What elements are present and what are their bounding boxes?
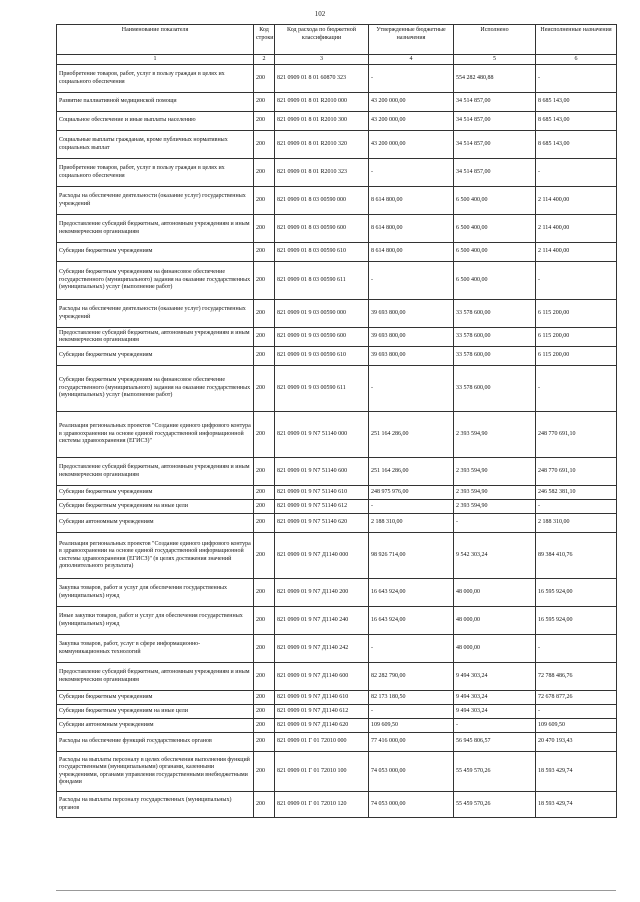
cell-approved: 39 693 800,00 [369, 328, 454, 347]
cell-expense-code: 821 0909 01 9 N7 51140 600 [275, 458, 369, 486]
cell-expense-code: 821 0909 01 9 N7 51140 620 [275, 514, 369, 533]
cell-executed: 6 500 400,00 [454, 262, 536, 300]
cell-line-code: 200 [254, 579, 275, 607]
cell-line-code: 200 [254, 486, 275, 500]
cell-expense-code: 821 0909 01 8 01 R2010 320 [275, 131, 369, 159]
cell-line-code: 200 [254, 93, 275, 112]
cell-indicator-name: Предоставление субсидий бюджетным, автономным учреждениям и иным некоммерческим организациям [57, 215, 254, 243]
cell-line-code: 200 [254, 514, 275, 533]
table-row [57, 262, 617, 300]
cell-unexecuted: 16 595 924,00 [536, 579, 617, 607]
cell-executed: 2 393 594,90 [454, 500, 536, 514]
cell-approved: 43 200 000,00 [369, 131, 454, 159]
cell-approved: 43 200 000,00 [369, 93, 454, 112]
cell-executed: 554 282 480,88 [454, 65, 536, 93]
cell-approved: 82 173 180,50 [369, 691, 454, 705]
header-unexecuted: Неисполненные назначения [536, 25, 617, 55]
cell-line-code: 200 [254, 458, 275, 486]
cell-indicator-name: Субсидии бюджетным учреждениям на иные цели [57, 500, 254, 514]
cell-executed: 33 578 600,00 [454, 300, 536, 328]
cell-line-code: 200 [254, 663, 275, 691]
cell-expense-code: 821 0909 01 8 03 00590 611 [275, 262, 369, 300]
cell-executed: 6 500 400,00 [454, 187, 536, 215]
cell-line-code: 200 [254, 366, 275, 412]
column-number: 3 [275, 55, 369, 65]
cell-executed: 6 500 400,00 [454, 215, 536, 243]
cell-executed: 33 578 600,00 [454, 347, 536, 366]
cell-unexecuted: - [536, 635, 617, 663]
cell-line-code: 200 [254, 159, 275, 187]
cell-approved: 8 614 800,00 [369, 215, 454, 243]
cell-unexecuted: 248 770 691,10 [536, 458, 617, 486]
cell-indicator-name: Расходы на обеспечение деятельности (оказание услуг) государственных учреждений [57, 187, 254, 215]
cell-expense-code: 821 0909 01 8 03 00590 600 [275, 215, 369, 243]
cell-unexecuted: - [536, 159, 617, 187]
cell-approved: - [369, 262, 454, 300]
cell-expense-code: 821 0909 01 8 01 R2010 300 [275, 112, 369, 131]
table-row [57, 243, 617, 262]
cell-executed: 2 393 594,90 [454, 458, 536, 486]
cell-expense-code: 821 0909 01 9 N7 Д1140 612 [275, 705, 369, 719]
table-row [57, 131, 617, 159]
table-row [57, 705, 617, 719]
table-row [57, 635, 617, 663]
cell-executed: 2 393 594,90 [454, 486, 536, 500]
header-indicator-name: Наименование показателя [57, 25, 254, 55]
table-row [57, 752, 617, 792]
cell-executed: 6 500 400,00 [454, 243, 536, 262]
cell-indicator-name: Приобретение товаров, работ, услуг в пользу граждан в целях их социального обеспечения [57, 65, 254, 93]
cell-approved: 74 053 000,00 [369, 792, 454, 818]
table-row [57, 366, 617, 412]
cell-line-code: 200 [254, 187, 275, 215]
page-number: 102 [314, 10, 326, 18]
cell-line-code: 200 [254, 112, 275, 131]
cell-unexecuted: 8 685 143,00 [536, 131, 617, 159]
cell-expense-code: 821 0909 01 9 N7 Д1140 242 [275, 635, 369, 663]
cell-executed: 48 000,00 [454, 607, 536, 635]
table-row [57, 215, 617, 243]
cell-unexecuted: 20 470 193,43 [536, 733, 617, 752]
cell-line-code: 200 [254, 328, 275, 347]
cell-approved: 16 643 924,00 [369, 579, 454, 607]
cell-approved: 82 282 790,00 [369, 663, 454, 691]
cell-unexecuted: 8 685 143,00 [536, 112, 617, 131]
cell-indicator-name: Субсидии бюджетным учреждениям [57, 347, 254, 366]
table-row [57, 300, 617, 328]
cell-indicator-name: Субсидии бюджетным учреждениям [57, 243, 254, 262]
cell-indicator-name: Приобретение товаров, работ, услуг в пользу граждан в целях их социального обеспечения [57, 159, 254, 187]
cell-approved: 16 643 924,00 [369, 607, 454, 635]
cell-expense-code: 821 0909 01 8 01 R2010 323 [275, 159, 369, 187]
cell-indicator-name: Предоставление субсидий бюджетным, автономным учреждениям и иным некоммерческим организациям [57, 458, 254, 486]
budget-execution-table [56, 24, 617, 818]
cell-indicator-name: Реализация региональных проектов "Создание единого цифрового контура в здравоохранении на основе единой государственной информационной системы здравоохранения (ЕГИСЗ)" (в целях достижения значений дополнительного результата) [57, 533, 254, 579]
cell-indicator-name: Социальное обеспечение и иные выплаты населению [57, 112, 254, 131]
cell-expense-code: 821 0909 01 9 N7 Д1140 000 [275, 533, 369, 579]
cell-approved: 39 693 800,00 [369, 347, 454, 366]
table-row [57, 65, 617, 93]
cell-expense-code: 821 0909 01 9 N7 Д1140 620 [275, 719, 369, 733]
cell-expense-code: 821 0909 01 9 03 00590 600 [275, 328, 369, 347]
cell-unexecuted: 16 595 924,00 [536, 607, 617, 635]
cell-unexecuted: 8 685 143,00 [536, 93, 617, 112]
table-row [57, 533, 617, 579]
column-number: 1 [57, 55, 254, 65]
cell-indicator-name: Субсидии бюджетным учреждениям на финансовое обеспечение государственного (муниципального) задания на оказание государственных (муниципальных) услуг (выполнение работ) [57, 262, 254, 300]
cell-approved: 8 614 800,00 [369, 243, 454, 262]
cell-approved: 98 926 714,00 [369, 533, 454, 579]
table-row [57, 187, 617, 215]
cell-expense-code: 821 0909 01 8 01 60870 323 [275, 65, 369, 93]
cell-approved: 43 200 000,00 [369, 112, 454, 131]
table-row [57, 412, 617, 458]
cell-executed: 33 578 600,00 [454, 328, 536, 347]
cell-executed: 48 000,00 [454, 579, 536, 607]
cell-indicator-name: Развитие паллиативной медицинской помощи [57, 93, 254, 112]
cell-unexecuted: 2 114 400,00 [536, 215, 617, 243]
cell-line-code: 200 [254, 347, 275, 366]
cell-executed: 9 494 303,24 [454, 705, 536, 719]
table-row [57, 663, 617, 691]
cell-line-code: 200 [254, 733, 275, 752]
cell-indicator-name: Субсидии автономным учреждениям [57, 514, 254, 533]
cell-approved: 251 164 286,00 [369, 458, 454, 486]
cell-unexecuted: 6 115 200,00 [536, 328, 617, 347]
cell-approved: 8 614 800,00 [369, 187, 454, 215]
table-row [57, 579, 617, 607]
table-row [57, 514, 617, 533]
cell-approved: 109 609,50 [369, 719, 454, 733]
cell-executed: 9 542 303,24 [454, 533, 536, 579]
cell-indicator-name: Предоставление субсидий бюджетным, автономным учреждениям и иным некоммерческим организациям [57, 663, 254, 691]
cell-unexecuted: 6 115 200,00 [536, 347, 617, 366]
cell-unexecuted: - [536, 705, 617, 719]
cell-approved: - [369, 635, 454, 663]
cell-approved: - [369, 366, 454, 412]
cell-unexecuted: 2 114 400,00 [536, 243, 617, 262]
cell-unexecuted: 2 114 400,00 [536, 187, 617, 215]
cell-executed: 9 494 303,24 [454, 691, 536, 705]
cell-indicator-name: Расходы на выплаты персоналу в целях обеспечения выполнения функций государственными (муниципальными) органами, казенными учреждениями, органами управления государственными внебюджетными фондами [57, 752, 254, 792]
cell-expense-code: 821 0909 01 9 N7 Д1140 610 [275, 691, 369, 705]
cell-unexecuted: 18 593 429,74 [536, 792, 617, 818]
cell-approved: 2 188 310,00 [369, 514, 454, 533]
cell-expense-code: 821 0909 01 Г 01 72010 000 [275, 733, 369, 752]
cell-unexecuted: 72 788 486,76 [536, 663, 617, 691]
cell-line-code: 200 [254, 412, 275, 458]
table-row [57, 347, 617, 366]
header-row [57, 25, 617, 55]
cell-expense-code: 821 0909 01 9 03 00590 000 [275, 300, 369, 328]
cell-expense-code: 821 0909 01 9 N7 Д1140 600 [275, 663, 369, 691]
cell-indicator-name: Субсидии бюджетным учреждениям [57, 691, 254, 705]
cell-expense-code: 821 0909 01 Г 01 72010 120 [275, 792, 369, 818]
column-numbers-row [57, 55, 617, 65]
cell-line-code: 200 [254, 500, 275, 514]
column-number: 6 [536, 55, 617, 65]
cell-expense-code: 821 0909 01 8 01 R2010 000 [275, 93, 369, 112]
header-line-code: Код строки [254, 25, 275, 55]
cell-executed: 55 459 570,26 [454, 752, 536, 792]
cell-expense-code: 821 0909 01 8 03 00590 610 [275, 243, 369, 262]
cell-executed: 34 514 857,00 [454, 93, 536, 112]
header-approved: Утвержденные бюджетные назначения [369, 25, 454, 55]
cell-indicator-name: Субсидии бюджетным учреждениям на финансовое обеспечение государственного (муниципального) задания на оказание государственных (муниципальных) услуг (выполнение работ) [57, 366, 254, 412]
table-row [57, 458, 617, 486]
cell-unexecuted: 6 115 200,00 [536, 300, 617, 328]
cell-line-code: 200 [254, 131, 275, 159]
cell-unexecuted: - [536, 262, 617, 300]
cell-indicator-name: Субсидии автономным учреждениям [57, 719, 254, 733]
cell-line-code: 200 [254, 533, 275, 579]
cell-line-code: 200 [254, 215, 275, 243]
cell-expense-code: 821 0909 01 9 N7 Д1140 200 [275, 579, 369, 607]
cell-line-code: 200 [254, 65, 275, 93]
cell-executed: 34 514 857,00 [454, 131, 536, 159]
cell-expense-code: 821 0909 01 9 03 00590 610 [275, 347, 369, 366]
cell-unexecuted: 72 678 877,26 [536, 691, 617, 705]
cell-line-code: 200 [254, 705, 275, 719]
cell-expense-code: 821 0909 01 Г 01 72010 100 [275, 752, 369, 792]
cell-indicator-name: Иные закупки товаров, работ и услуг для обеспечения государственных (муниципальных) нужд [57, 607, 254, 635]
cell-approved: 248 975 976,00 [369, 486, 454, 500]
cell-indicator-name: Субсидии бюджетным учреждениям [57, 486, 254, 500]
header-executed: Исполнено [454, 25, 536, 55]
table-row [57, 159, 617, 187]
cell-executed: 2 393 594,90 [454, 412, 536, 458]
cell-unexecuted: - [536, 500, 617, 514]
cell-line-code: 200 [254, 792, 275, 818]
cell-executed: 33 578 600,00 [454, 366, 536, 412]
cell-line-code: 200 [254, 752, 275, 792]
cell-line-code: 200 [254, 262, 275, 300]
header-expense-code: Код расхода по бюджетной классификации [275, 25, 369, 55]
cell-executed: - [454, 514, 536, 533]
table-row [57, 112, 617, 131]
cell-indicator-name: Расходы на обеспечение функций государственных органов [57, 733, 254, 752]
cell-indicator-name: Предоставление субсидий бюджетным, автономным учреждениям и иным некоммерческим организациям [57, 328, 254, 347]
cell-approved: 251 164 286,00 [369, 412, 454, 458]
table-row [57, 719, 617, 733]
cell-approved: - [369, 159, 454, 187]
cell-indicator-name: Реализация региональных проектов "Создание единого цифрового контура в здравоохранении на основе единой государственной информационной системы здравоохранения (ЕГИСЗ)" [57, 412, 254, 458]
cell-unexecuted: - [536, 65, 617, 93]
cell-unexecuted: 89 384 410,76 [536, 533, 617, 579]
column-number: 5 [454, 55, 536, 65]
cell-executed: - [454, 719, 536, 733]
cell-expense-code: 821 0909 01 9 N7 51140 610 [275, 486, 369, 500]
cell-line-code: 200 [254, 243, 275, 262]
cell-approved: - [369, 500, 454, 514]
table-row [57, 792, 617, 818]
cell-unexecuted: 109 609,50 [536, 719, 617, 733]
table-row [57, 93, 617, 112]
cell-line-code: 200 [254, 719, 275, 733]
cell-line-code: 200 [254, 691, 275, 705]
cell-indicator-name: Расходы на выплаты персоналу государственных (муниципальных) органов [57, 792, 254, 818]
cell-executed: 34 514 857,00 [454, 159, 536, 187]
table-row [57, 691, 617, 705]
cell-line-code: 200 [254, 607, 275, 635]
table-row [57, 607, 617, 635]
cell-line-code: 200 [254, 635, 275, 663]
table-row [57, 733, 617, 752]
table-row [57, 486, 617, 500]
cell-approved: - [369, 65, 454, 93]
cell-indicator-name: Закупка товаров, работ и услуг для обеспечения государственных (муниципальных) нужд [57, 579, 254, 607]
cell-expense-code: 821 0909 01 9 03 00590 611 [275, 366, 369, 412]
cell-approved: - [369, 705, 454, 719]
cell-indicator-name: Социальные выплаты гражданам, кроме публичных нормативных социальных выплат [57, 131, 254, 159]
cell-executed: 55 459 570,26 [454, 792, 536, 818]
cell-expense-code: 821 0909 01 9 N7 51140 612 [275, 500, 369, 514]
cell-indicator-name: Закупка товаров, работ, услуг в сфере информационно-коммуникационных технологий [57, 635, 254, 663]
cell-executed: 48 000,00 [454, 635, 536, 663]
column-number: 2 [254, 55, 275, 65]
table-row [57, 500, 617, 514]
cell-line-code: 200 [254, 300, 275, 328]
cell-expense-code: 821 0909 01 8 03 00590 000 [275, 187, 369, 215]
cell-unexecuted: 246 582 381,10 [536, 486, 617, 500]
cell-unexecuted: 18 593 429,74 [536, 752, 617, 792]
cell-indicator-name: Субсидии бюджетным учреждениям на иные цели [57, 705, 254, 719]
cell-executed: 9 494 303,24 [454, 663, 536, 691]
cell-indicator-name: Расходы на обеспечение деятельности (оказание услуг) государственных учреждений [57, 300, 254, 328]
table-row [57, 328, 617, 347]
column-number: 4 [369, 55, 454, 65]
cell-approved: 74 053 000,00 [369, 752, 454, 792]
footer-rule [56, 890, 616, 891]
cell-executed: 56 945 806,57 [454, 733, 536, 752]
cell-expense-code: 821 0909 01 9 N7 51140 000 [275, 412, 369, 458]
cell-approved: 39 693 800,00 [369, 300, 454, 328]
cell-unexecuted: 248 770 691,10 [536, 412, 617, 458]
cell-unexecuted: 2 188 310,00 [536, 514, 617, 533]
cell-executed: 34 514 857,00 [454, 112, 536, 131]
cell-expense-code: 821 0909 01 9 N7 Д1140 240 [275, 607, 369, 635]
cell-approved: 77 416 000,00 [369, 733, 454, 752]
cell-unexecuted: - [536, 366, 617, 412]
